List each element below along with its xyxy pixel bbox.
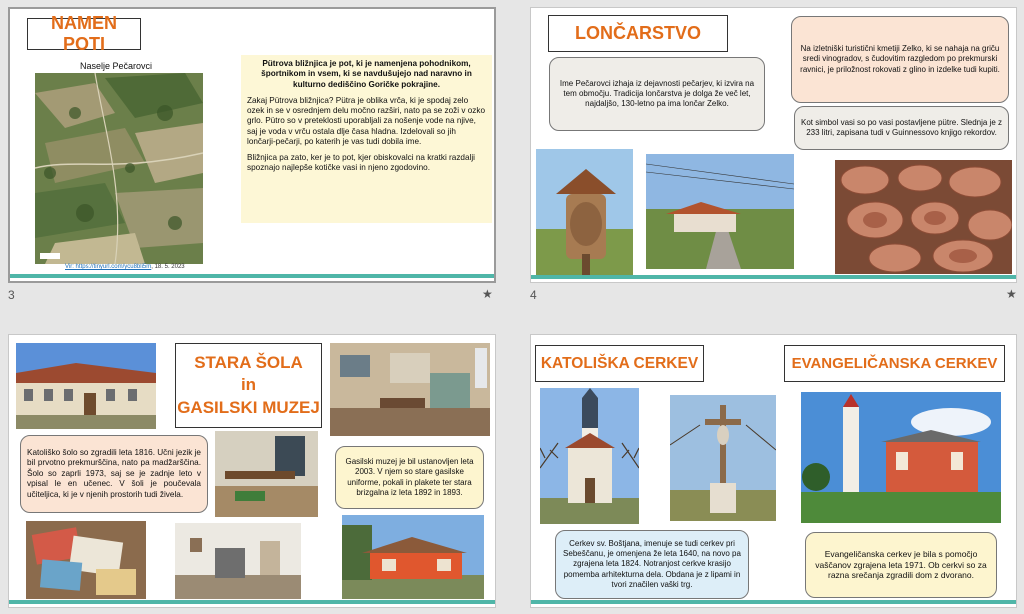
title-catholic: KATOLIŠKA CERKEV — [535, 345, 704, 382]
title-line-1: STARA ŠOLA — [194, 353, 303, 373]
farm-road-photo — [646, 154, 794, 269]
text-box-pecarovci: Ime Pečarovci izhaja iz dejavnosti pečarjev, ki izvira na tem območju. Tradicija lončarstva je dolga že več let, najdaljšo, 130-letno pa ima lončar Zelko. — [549, 57, 765, 131]
slide-title — [175, 343, 322, 428]
school-desks-photo — [215, 431, 318, 517]
title-line-2: in — [240, 375, 257, 395]
intro-text: Pütrova bližnjica je pot, ki je namenjena pohodnikom, športnikom in vsem, ki se navdušujejo nad naravno in kulturno dediščino Goričke pokrajine. — [261, 59, 472, 89]
title-evangelical: EVANGELIČANSKA CERKEV — [784, 345, 1005, 382]
text-box-putre: Kot simbol vasi so po vasi postavljene pütre. Slednja je z 233 litri, zapisana tudi v Guinnessovo knjigo rekordov. — [794, 106, 1009, 150]
slide-thumbnail-6[interactable] — [530, 334, 1017, 608]
old-books-photo — [26, 521, 146, 599]
paragraph-2: Bližnjica pa zato, ker je to pot, kjer obiskovalci na kratki razdalji spoznajo najlepše kotičke vasi in njeno zgodovino. — [247, 153, 475, 173]
accent-bar — [10, 274, 494, 278]
slide-thumbnail-5[interactable] — [8, 334, 496, 608]
slide-thumbnail-4[interactable] — [530, 7, 1017, 283]
evangelical-church-photo — [801, 392, 1001, 523]
fire-station-photo — [342, 515, 484, 599]
zelko-sign-photo — [536, 149, 633, 276]
slide-thumbnail-3[interactable] — [8, 7, 496, 283]
accent-bar — [531, 275, 1016, 279]
old-school-photo — [16, 343, 156, 429]
catholic-church-photo — [540, 388, 639, 524]
slide-number-4: 4 — [530, 288, 537, 302]
text-box-catholic: Cerkev sv. Boštjana, imenuje se tudi cerkev pri Sebeščanu, je omenjena že leta 1640, na novo pa zgrajena leta 1824. Notranjost cerkve krasijo pomemba arhitekturna dela. Obdana je z lipami in tvori značilen vaški trg. — [555, 530, 749, 599]
source-date: , 18. 5. 2023 — [151, 264, 185, 270]
slide-number-3: 3 — [8, 288, 15, 302]
wayside-cross-photo — [670, 395, 776, 521]
text-box-museum: Gasilski muzej je bil ustanovljen leta 2003. V njem so stare gasilske uniforme, pokali in plakete ter stara brizgalna iz leta 1892 in 1893. — [335, 446, 484, 509]
text-box-evangelical: Evangeličanska cerkev je bila s pomočjo vaščanov zgrajena leta 1971. Ob cerkvi so za razna srečanja zgradili dom z dvorano. — [805, 532, 997, 598]
text-box-zelko: Na izletniški turistični kmetiji Zelko, ki se nahaja na griču sredi vinogradov, s čudovitim razgledom po prekmurski ravnici, je priložnost rokovati z glino in izdelke tudi kupiti. — [791, 16, 1009, 103]
source-link[interactable]: Vir: https://tinyurl.com/ycu8bli5m — [65, 264, 152, 270]
slide-title: NAMEN POTI — [27, 18, 141, 50]
interior-room-photo — [175, 523, 301, 599]
description-box — [241, 55, 492, 223]
accent-bar — [531, 600, 1016, 604]
paragraph-1: Zakaj Pütrova bližnjica? Pütra je oblika vrča, ki je spodaj zelo ozek in se v osrednjem delu močno razširi, nato pa se zoži v ozko grlo. Pütro so v preteklosti uporabljali za nošenje vode na njive, saj je voda v vrču ostala dlje časa hladna. Izdelovali so jih lončarji-pečarji, po katerih je vas tudi dobila ime. — [247, 95, 486, 146]
classroom-photo — [330, 343, 490, 436]
star-icon[interactable]: ★ — [1006, 287, 1017, 301]
satellite-map — [35, 73, 203, 264]
map-caption: Naselje Pečarovci — [80, 61, 153, 71]
text-box-school: Katoliško šolo so zgradili leta 1816. Učni jezik je bil prvotno prekmurščina, nato pa madžarščina. Šolo so zaprli 1973, saj se je zadnje leto v vpisal le en učenec. V šoli je poučevala učiteljica, ki je v njenih prostorih tudi živela. — [20, 435, 208, 513]
star-icon[interactable]: ★ — [482, 287, 493, 301]
source-line — [65, 264, 185, 270]
pottery-photo — [835, 160, 1012, 274]
slide-title: LONČARSTVO — [548, 15, 728, 52]
title-line-3: GASILSKI MUZEJ — [177, 397, 320, 417]
accent-bar — [9, 600, 495, 604]
